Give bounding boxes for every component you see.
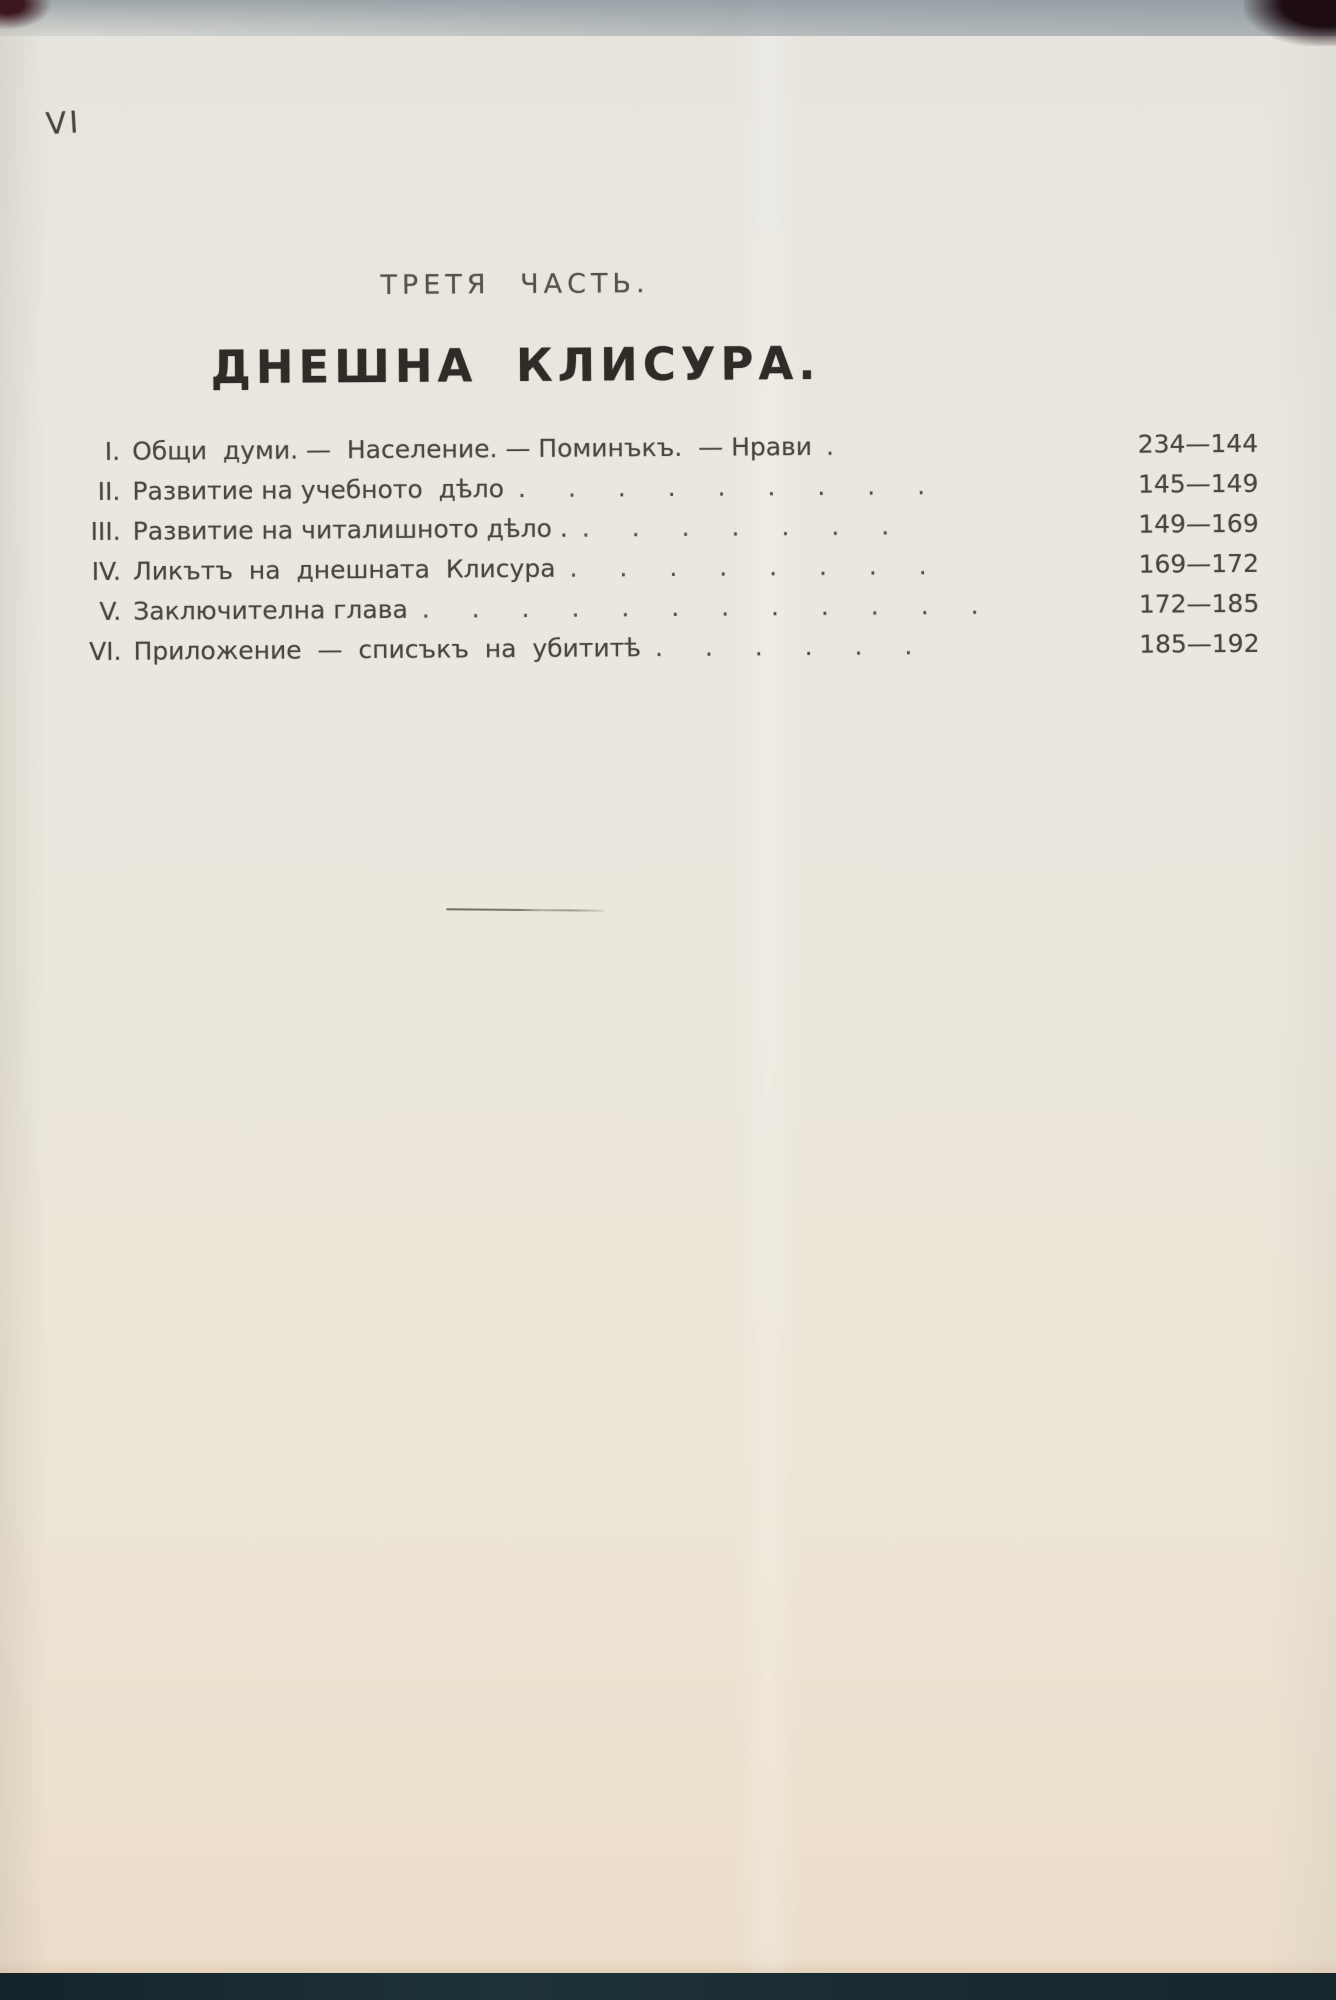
table-of-contents xyxy=(54,424,1260,672)
toc-numeral: I. xyxy=(104,436,121,466)
toc-numeral: V. xyxy=(99,596,122,626)
toc-entry-title: Развитие на учебното дѣло xyxy=(132,474,505,506)
toc-page-range: 169—172 xyxy=(1138,548,1260,579)
toc-numeral: IV. xyxy=(91,556,122,587)
toc-page-range: 234—144 xyxy=(1137,428,1259,459)
toc-entry-title: Приложение — списъкъ на убититѣ xyxy=(133,633,642,666)
toc-dot-leader: . . . . . . xyxy=(654,631,930,663)
toc-entry-title: Заключителна глава xyxy=(133,594,408,626)
section-end-rule xyxy=(446,908,604,911)
folio-page-number: VI xyxy=(44,105,83,143)
toc-numeral: III. xyxy=(90,516,121,547)
page-bottom-shading xyxy=(0,1960,1336,1974)
toc-dot-leader: . . . . . . . . . xyxy=(517,471,943,504)
toc-numeral: II. xyxy=(97,476,121,506)
toc-entry-title: Ликътъ на днешната Клисура xyxy=(132,553,556,586)
toc-row xyxy=(55,624,1259,672)
toc-entry-title: Развитие на читалишното дѣло . xyxy=(132,513,568,546)
toc-page-range: 172—185 xyxy=(1138,588,1260,619)
toc-page-range: 145—149 xyxy=(1137,468,1259,499)
toc-dot-leader: . . . . . . . xyxy=(581,511,907,543)
toc-dot-leader: . . . . . . . . . . . . xyxy=(421,590,996,624)
toc-entry-title: Общи думи. — Население. — Поминъкъ. — Нрави xyxy=(132,431,813,466)
photo-bottom-edge xyxy=(0,1973,1336,2000)
toc-numeral: VI. xyxy=(89,636,122,667)
toc-dot-leader: . xyxy=(825,431,852,461)
section-title: ДНЕШНА КЛИСУРА. xyxy=(210,336,821,395)
toc-page-range: 149—169 xyxy=(1138,508,1259,539)
toc-dot-leader: . . . . . . . . xyxy=(569,551,944,583)
part-heading: ТРЕТЯ ЧАСТЬ. xyxy=(380,268,650,301)
toc-page-range: 185—192 xyxy=(1138,628,1260,659)
